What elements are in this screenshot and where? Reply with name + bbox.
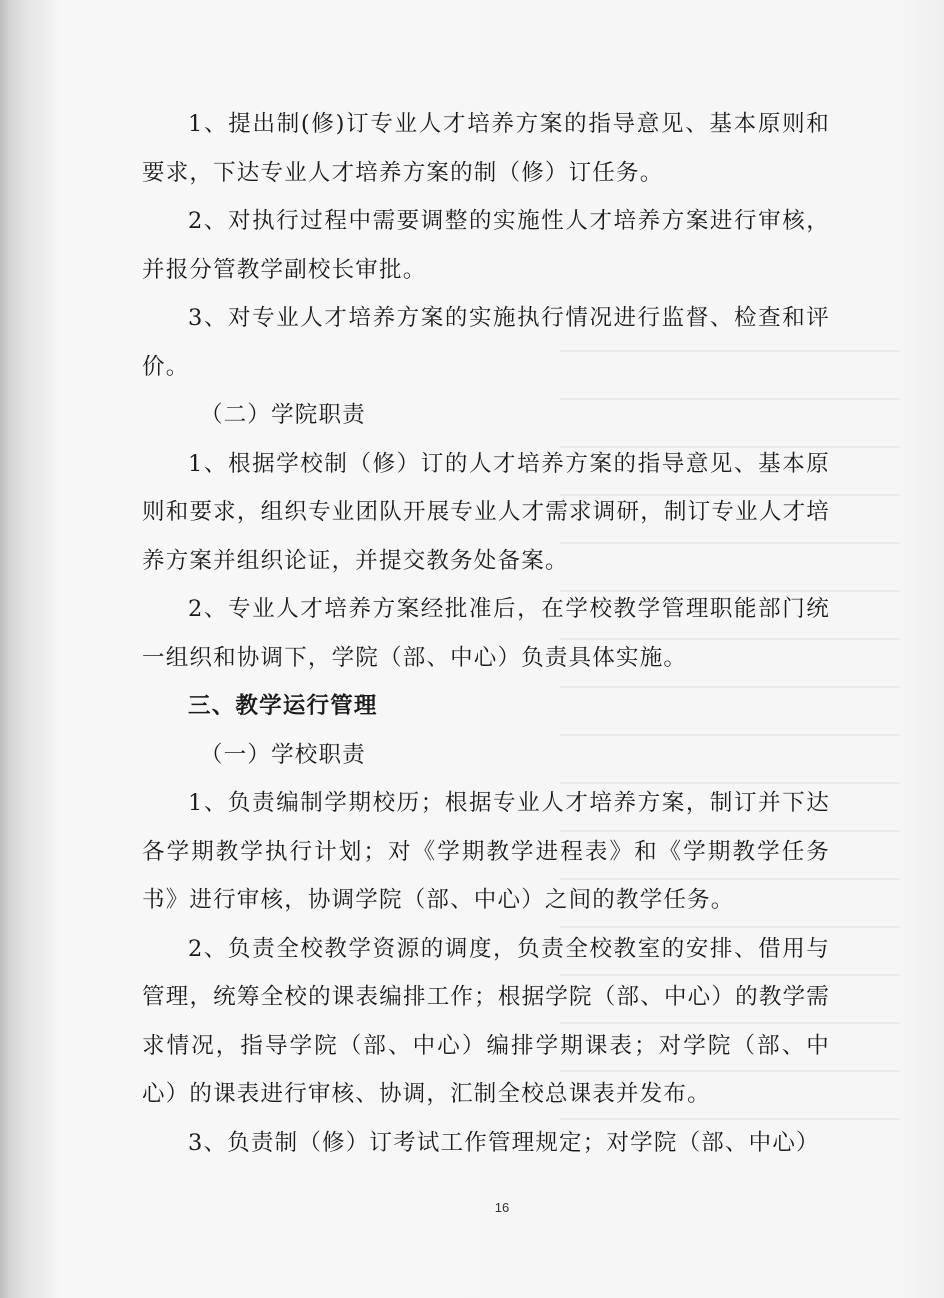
paragraph-p4: 1、根据学校制（修）订的人才培养方案的指导意见、基本原则和要求，组织专业团队开展专业人才需求调研，制订专业人才培养方案并组织论证，并提交教务处备案。 (142, 450, 830, 574)
page-number: 16 (494, 1200, 510, 1215)
paragraph-p2: 2、对执行过程中需要调整的实施性人才培养方案进行审核，并报分管教学副校长审批。 (142, 208, 830, 283)
paragraph-p1: 1、提出制(修)订专业人才培养方案的指导意见、基本原则和要求，下达专业人才培养方案的制（修）订任务。 (142, 111, 830, 186)
page-sheet (60, 0, 944, 1298)
section-heading-teaching-operation: 三、教学运行管理 (188, 693, 378, 719)
paragraph-p8: 3、负责制（修）订考试工作管理规定；对学院（部、中心） (188, 1129, 820, 1156)
subheading-college-duties: （二）学院职责 (200, 402, 366, 428)
paragraph-p3: 3、对专业人才培养方案的实施执行情况进行监督、检查和评价。 (142, 305, 830, 380)
paragraph-p6: 1、负责编制学期校历；根据专业人才培养方案，制订并下达各学期教学执行计划；对《学期教学进程表》和《学期教学任务书》进行审核，协调学院（部、中心）之间的教学任务。 (142, 790, 830, 913)
paragraph-p7: 2、负责全校教学资源的调度，负责全校教室的安排、借用与管理，统筹全校的课表编排工作；根据学院（部、中心）的教学需求情况，指导学院（部、中心）编排学期课表；对学院（部、中心）的课表进行审核、协调，汇制全校总课表并发布。 (142, 935, 830, 1107)
paragraph-p5: 2、专业人才培养方案经批准后，在学校教学管理职能部门统一组织和协调下，学院（部、中心）负责具体实施。 (142, 596, 830, 671)
subheading-school-duties: （一）学校职责 (200, 741, 366, 768)
page-body (142, 100, 830, 1167)
binding-shadow (0, 0, 58, 1298)
